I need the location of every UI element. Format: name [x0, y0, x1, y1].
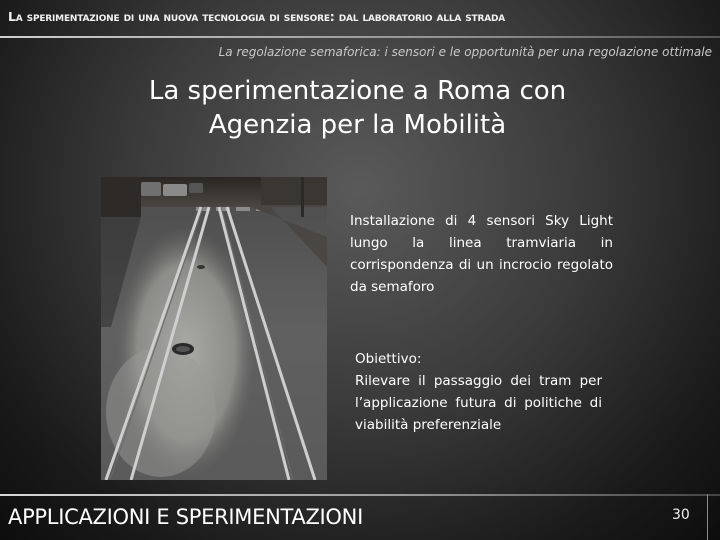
slide-title-line-2: Agenzia per la Mobilità [208, 110, 507, 140]
objective-block [355, 348, 602, 436]
tramway-photo-illustration [101, 177, 327, 480]
installation-description: Installazione di 4 sensori Sky Light lungo la linea tramviaria in corrispondenza di un incrocio regolato da semaforo [350, 213, 613, 295]
section-subtitle: La regolazione semaforica: i sensori e le opportunità per una regolazione ottimale [218, 45, 712, 59]
slide-title-line-1: La sperimentazione a Roma con [148, 76, 567, 106]
objective-description: Rilevare il passaggio dei tram per l’applicazione futura di politiche di viabilità preferenziale [355, 373, 602, 433]
slide-title [120, 74, 595, 142]
page-number: 30 [672, 507, 690, 523]
objective-heading: Obiettivo: [355, 351, 422, 367]
presentation-title: La sperimentazione di una nuova tecnologia di sensore: dal laboratorio alla strada [8, 9, 506, 24]
header-divider [0, 36, 720, 38]
footer-section-title: APPLICAZIONI E SPERIMENTAZIONI [8, 505, 363, 529]
footer-corner-frame [707, 494, 720, 540]
tramway-photo [101, 177, 327, 480]
footer-divider [0, 494, 720, 496]
